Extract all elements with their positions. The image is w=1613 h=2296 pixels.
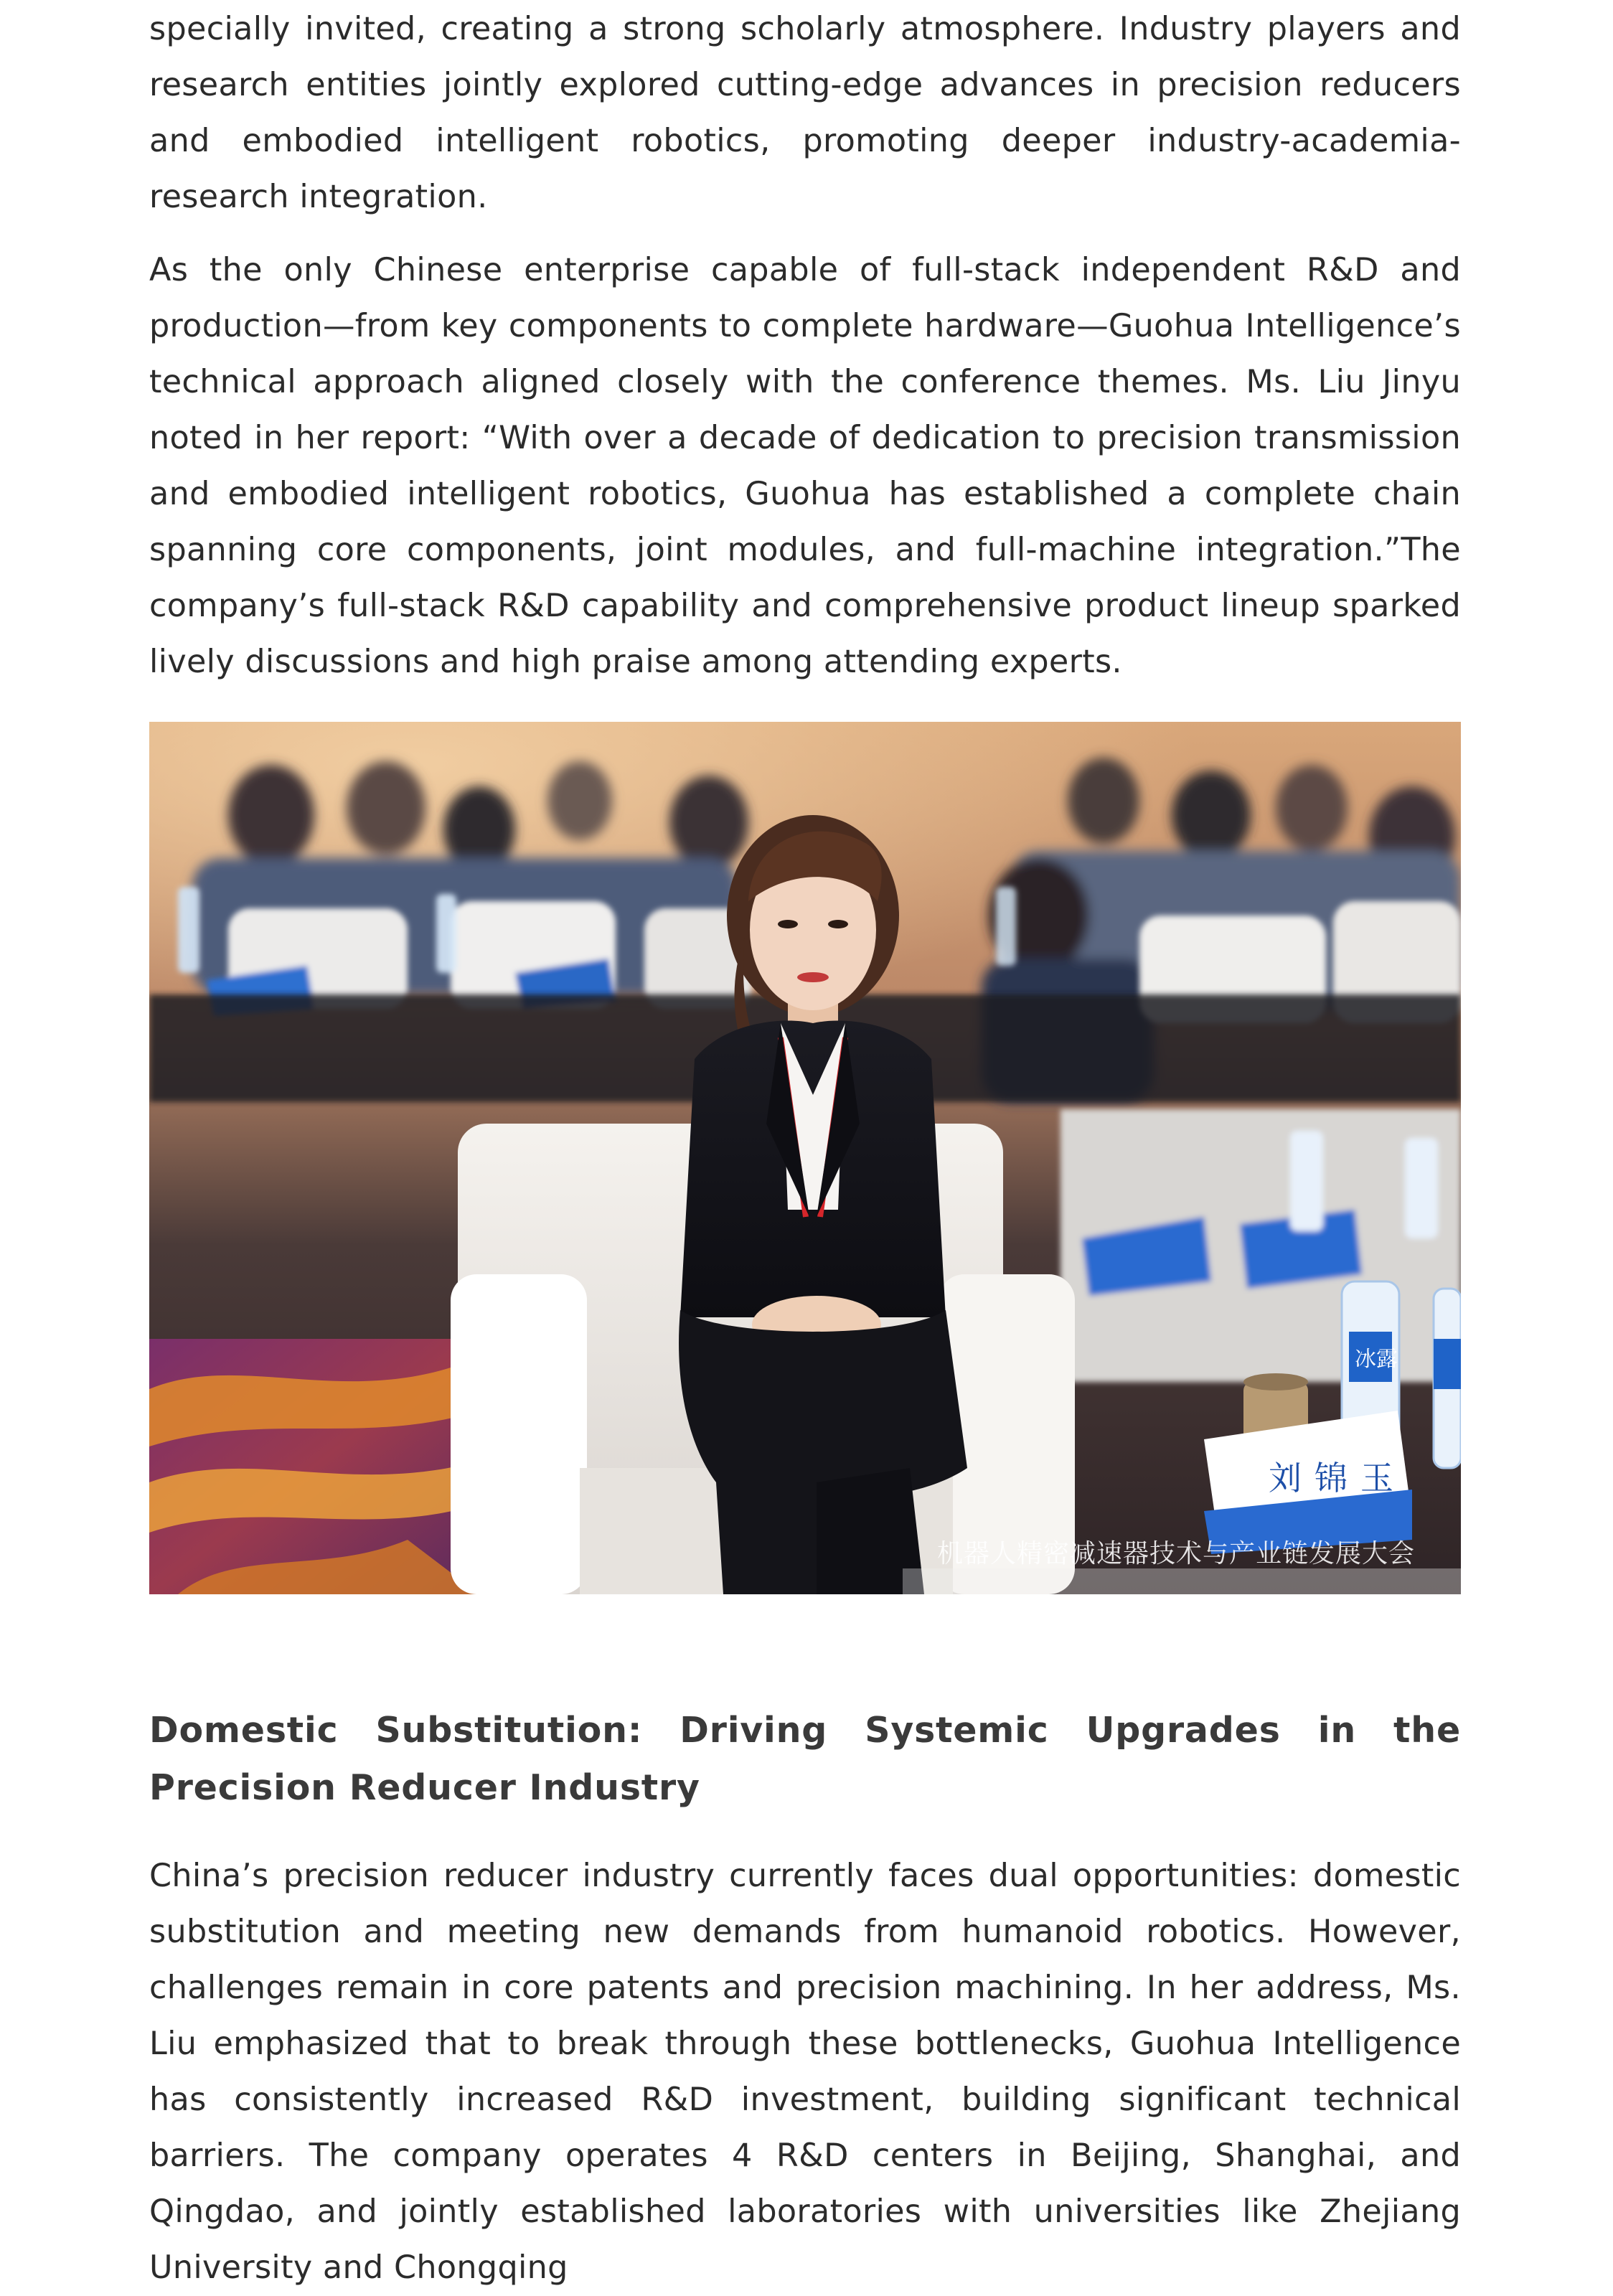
- section-heading: Domestic Substitution: Driving Systemic Upgrades in the Precision Reducer Industry: [149, 1710, 1461, 1808]
- conference-photo-illustration: [149, 722, 1461, 1594]
- photo-caption-overlay: 机器人精密减速器技术与产业链发展大会: [936, 1539, 1415, 1568]
- paragraph-substitution: China’s precision reducer industry currently faces dual opportunities: domestic substitution and meeting new demands from humanoid robotics. However, challenges remain in core patents and precision machining. In her address, Ms. Liu emphasized that to break through these bottlenecks, Guohua Intelligence has consistently increased R&D investment, building significant technical barriers. The company operates 4 R&D centers in Beijing, Shanghai, and Qingdao, and jointly established laboratories with universities like Zhejiang University and Chongqing: [149, 1858, 1461, 2286]
- paragraph-intro-continued: specially invited, creating a strong scholarly atmosphere. Industry players and research entities jointly explored cutting-edge advances in precision reducers and embodied intelligent robotics, promoting deeper industry-academia-research integration.: [149, 11, 1461, 215]
- conference-photo: [149, 722, 1461, 1594]
- name-card-text: 刘锦玉: [1269, 1459, 1406, 1497]
- paragraph-guohua-capability: As the only Chinese enterprise capable of full-stack independent R&D and production—from key components to complete hardware—Guohua Intelligence’s technical approach aligned closely with the conference themes. Ms. Liu Jinyu noted in her report: “With over a decade of dedication to precision transmission and embodied intelligent robotics, Guohua has established a complete chain spanning core components, joint modules, and full-machine integration.”The company’s full-stack R&D capability and comprehensive product lineup sparked lively discussions and high praise among attending experts.: [149, 252, 1461, 680]
- bottle-label: 冰露: [1355, 1347, 1398, 1372]
